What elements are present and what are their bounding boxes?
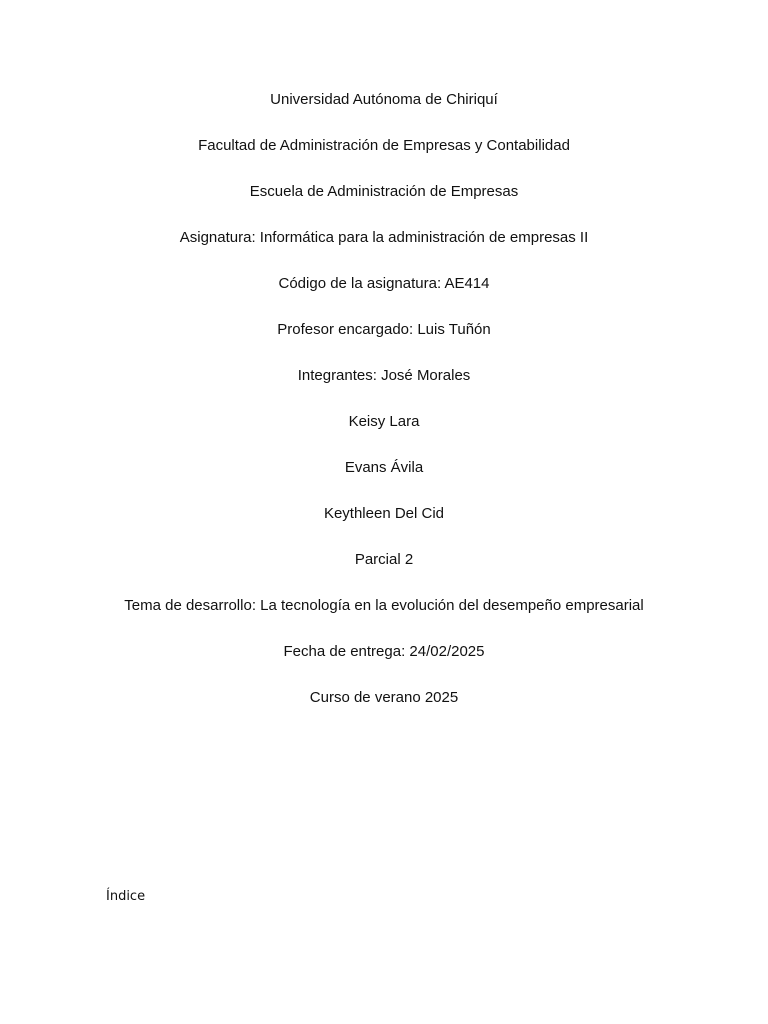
member-name: Keythleen Del Cid <box>323 505 445 522</box>
subject-code-line: Código de la asignatura: AE414 <box>278 275 490 292</box>
member-name: Keisy Lara <box>348 413 420 430</box>
course-line: Curso de verano 2025 <box>309 689 459 706</box>
cover-lines <box>0 89 768 733</box>
index-heading: Índice <box>106 889 146 904</box>
topic-line: Tema de desarrollo: La tecnología en la evolución del desempeño empresarial <box>124 597 644 614</box>
subject-line: Asignatura: Informática para la administración de empresas II <box>179 229 589 246</box>
partial-line: Parcial 2 <box>354 551 414 568</box>
school-name: Escuela de Administración de Empresas <box>249 183 519 200</box>
professor-line: Profesor encargado: Luis Tuñón <box>277 321 491 338</box>
due-date-line: Fecha de entrega: 24/02/2025 <box>283 643 485 660</box>
members-line: Integrantes: José Morales <box>297 367 471 384</box>
member-name: Evans Ávila <box>344 459 424 476</box>
faculty-name: Facultad de Administración de Empresas y Contabilidad <box>198 137 570 154</box>
university-name: Universidad Autónoma de Chiriquí <box>270 91 498 108</box>
